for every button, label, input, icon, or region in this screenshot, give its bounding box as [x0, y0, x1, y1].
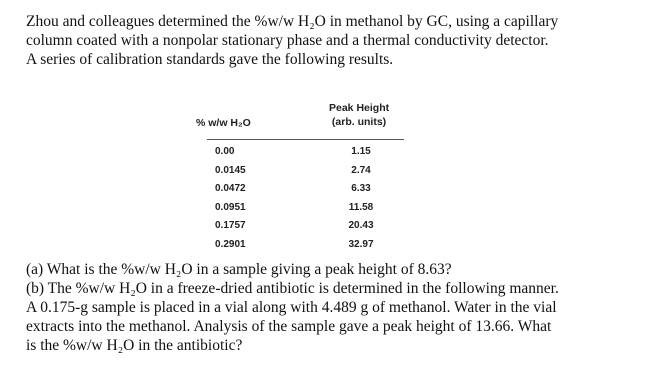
cell-percent-water: 0.2901 [215, 238, 246, 250]
cell-peak-height: 1.15 [351, 146, 371, 157]
problem-intro [26, 12, 626, 69]
question-a: (a) What is the %w/w H₂O in a sample giving a peak height of 8.63? [26, 261, 452, 278]
cell-percent-water: 0.0145 [215, 164, 246, 176]
cell-peak-height: 20.43 [348, 220, 374, 231]
header-divider [207, 139, 404, 140]
peak-height-label: Peak Height [329, 102, 390, 114]
table-row [190, 165, 420, 184]
question-b-line-3: extracts into the methanol. Analysis of the sample gave a peak height of 13.66. What [26, 318, 552, 335]
intro-line-2: column coated with a nonpolar stationary phase and a thermal conductivity detector. [26, 32, 549, 49]
cell-peak-height: 2.74 [351, 164, 371, 176]
intro-line-1: Zhou and colleagues determined the %w/w H₂O in methanol by GC, using a capillary [26, 13, 559, 30]
cell-peak-height: 6.33 [351, 183, 371, 194]
table-body [190, 146, 420, 257]
column-header-peak-height [329, 101, 389, 129]
table-row [190, 183, 420, 202]
column-header-percent-water: % w/w H₂O [196, 117, 251, 129]
peak-height-units: (arb. units) [331, 116, 387, 128]
cell-percent-water: 0.1757 [215, 220, 246, 231]
cell-percent-water: 0.0472 [215, 183, 246, 194]
table-row [190, 220, 420, 239]
table-row [190, 146, 420, 165]
table-row [190, 202, 420, 221]
problem-questions [26, 260, 626, 355]
cell-percent-water: 0.00 [215, 146, 235, 157]
cell-peak-height: 11.58 [348, 201, 374, 213]
table-row [190, 239, 420, 258]
cell-percent-water: 0.0951 [215, 201, 246, 213]
question-b-line-2: A 0.175-g sample is placed in a vial along with 4.489 g of methanol. Water in the vial [26, 299, 557, 316]
question-b-line-1: (b) The %w/w H₂O in a freeze-dried antibiotic is determined in the following manner. [26, 280, 559, 297]
calibration-table [190, 99, 420, 250]
table-header [190, 99, 420, 137]
intro-line-3: A series of calibration standards gave the following results. [26, 51, 394, 68]
question-b-line-4: is the %w/w H₂O in the antibiotic? [26, 337, 243, 354]
cell-peak-height: 32.97 [348, 238, 374, 250]
